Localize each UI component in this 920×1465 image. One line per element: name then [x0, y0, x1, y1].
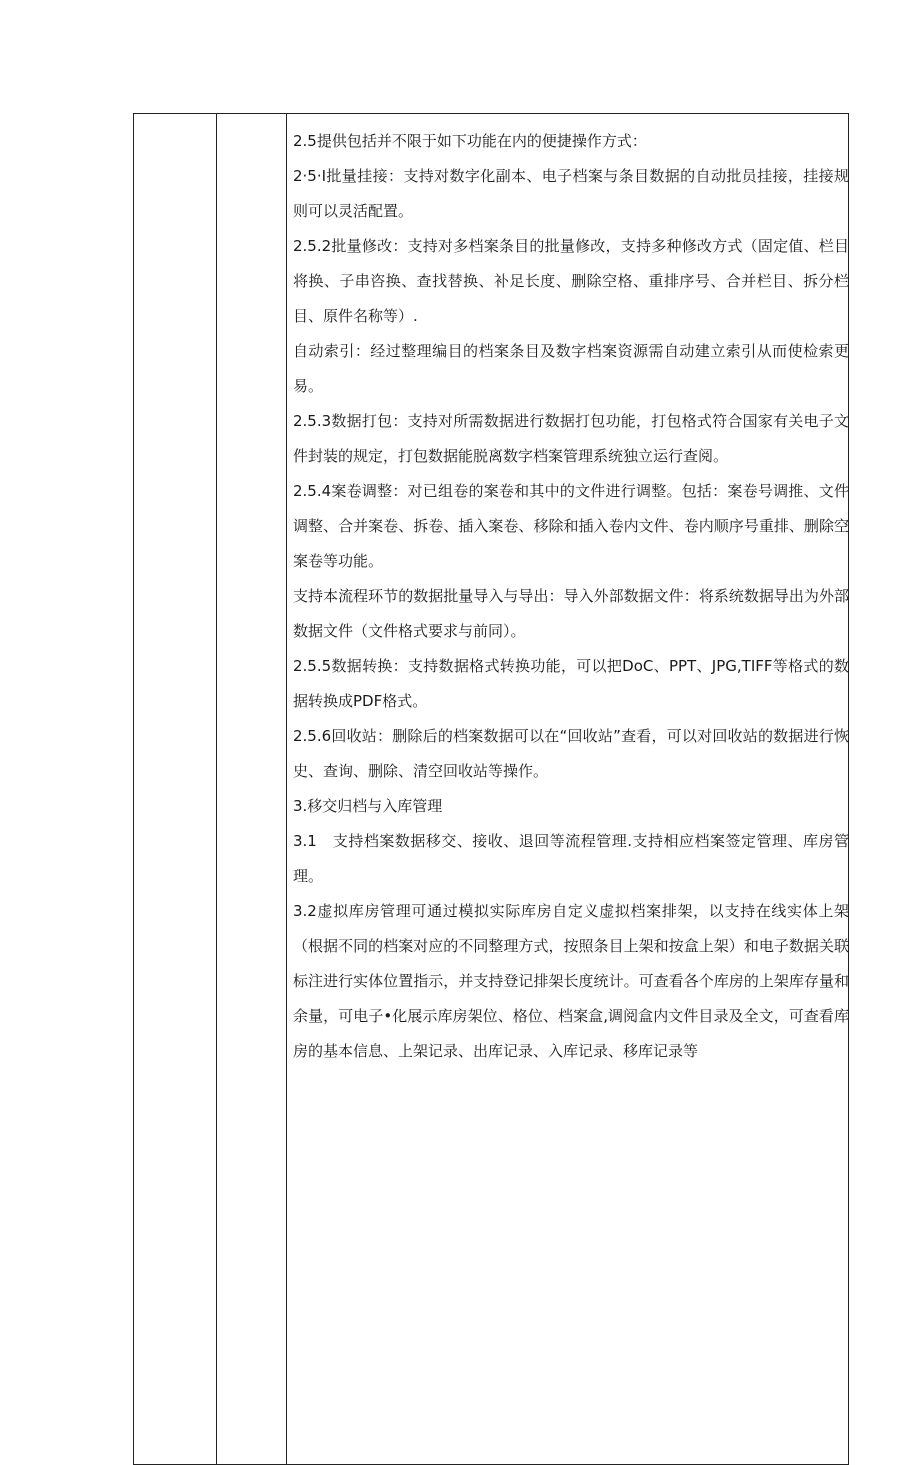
paragraph-3-1: 3.1 支持档案数据移交、接收、退回等流程管理.支持相应档案签定管理、库房管理。: [293, 832, 849, 885]
paragraph-2-5-5: 2.5.5数据转换：支持数据格式转换功能，可以把DoC、PPT、JPG,TIFF等格式的数据转换成PDF格式。: [293, 657, 849, 710]
paragraph-2-5-4: 2.5.4案卷调整：对已组卷的案卷和其中的文件进行调整。包括：案卷号调推、文件调整、合并案卷、拆卷、插入案卷、移除和插入卷内文件、卷内顺序号重排、删除空案卷等功能。: [293, 482, 849, 570]
requirements-table: [133, 113, 849, 1465]
paragraph-2-5-3: 2.5.3数据打包：支持对所需数据进行数据打包功能，打包格式符合国家有关电子文件封装的规定，打包数据能脱离数字档案管理系统独立运行查阅。: [293, 412, 849, 465]
column-divider-1: [216, 114, 217, 1464]
paragraph-3-2: 3.2虚拟库房管理可通过模拟实际库房自定义虚拟档案排架，以支持在线实体上架（根据不同的档案对应的不同整理方式，按照条目上架和按盒上架）和电子数据关联标注进行实体位置指示，并支持登记排架长度统计。可查看各个库房的上架库存量和余量，可电子•化展示库房架位、格位、档案盒,调阅盒内文件目录及全文，可查看库房的基本信息、上架记录、出库记录、入库记录、移库记录等: [293, 902, 849, 1060]
content-cell: [293, 124, 849, 1069]
paragraph-2-5-6: 2.5.6回收站：删除后的档案数据可以在“回收站”查看，可以对回收站的数据进行恢史、查询、删除、清空回收站等操作。: [293, 727, 849, 780]
paragraph-2-5: 2.5提供包括并不限于如下功能在内的便捷操作方式：: [293, 132, 647, 150]
paragraph-auto-index: 自动索引：经过整理编目的档案条目及数字档案资源需自动建立索引从而使检索更易。: [293, 342, 849, 395]
paragraph-2-5-2: 2.5.2批量修改：支持对多档案条目的批量修改，支持多种修改方式（固定值、栏目将换、子串咨换、查找替换、补足长度、删除空格、重排序号、合并栏目、拆分栏目、原件名称等）.: [293, 237, 849, 325]
paragraph-2-5-1: 2·5·I批量挂接：支持对数字化副本、电子档案与条目数据的自动批员挂接，挂接规则可以灵活配置。: [293, 167, 849, 220]
paragraph-import-export: 支持本流程环节的数据批量导入与导出：导入外部数据文件：将系统数据导出为外部数据文件（文件格式要求与前同）。: [293, 587, 849, 640]
section-heading-3: 3.移交归档与入库管理: [293, 797, 443, 815]
column-divider-2: [286, 114, 287, 1464]
